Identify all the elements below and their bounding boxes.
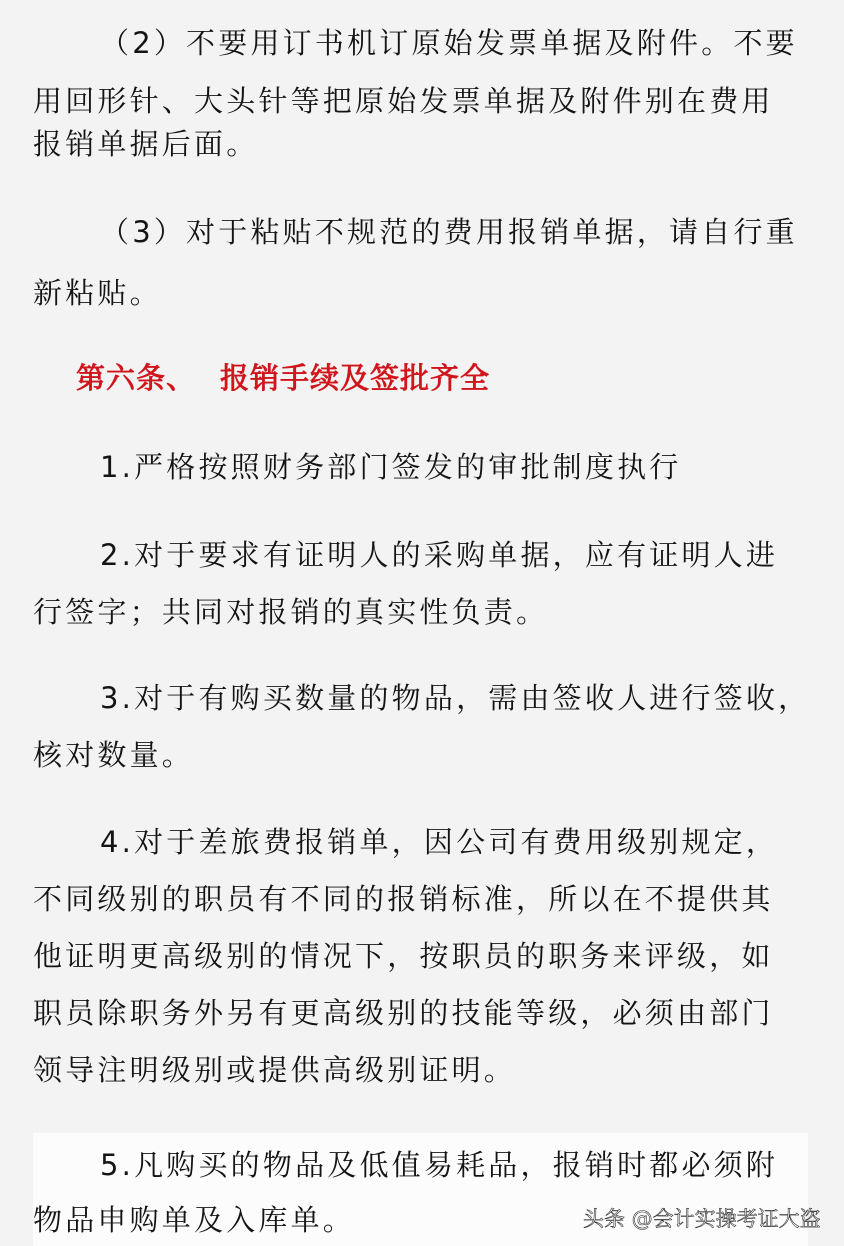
- rule-4-line-1: 4.对于差旅费报销单，因公司有费用级别规定，: [100, 825, 779, 859]
- rule-5-line-2: 物品申购单及入库单。: [33, 1203, 356, 1237]
- watermark: 头条 @会计实操考证大盗: [583, 1207, 821, 1231]
- paragraph-item-2-line-2: 用回形针、大头针等把原始发票单据及附件别在费用: [33, 84, 774, 118]
- section-number: 第六条、: [76, 361, 197, 395]
- paragraph-item-2-line-3: 报销单据后面。: [33, 127, 259, 161]
- rule-4-line-3: 他证明更高级别的情况下，按职员的职务来评级，如: [33, 939, 774, 973]
- rule-2-line-2: 行签字；共同对报销的真实性负责。: [33, 595, 549, 629]
- rule-4-line-2: 不同级别的职员有不同的报销标准，所以在不提供其: [33, 882, 774, 916]
- paragraph-item-3-line-1: （3）对于粘贴不规范的费用报销单据，请自行重: [100, 215, 798, 249]
- paragraph-item-2-line-1: （2）不要用订书机订原始发票单据及附件。不要: [100, 26, 798, 60]
- rule-4-line-4: 职员除职务外另有更高级别的技能等级，必须由部门: [33, 996, 774, 1030]
- rule-5-line-1: 5.凡购买的物品及低值易耗品，报销时都必须附: [100, 1148, 779, 1182]
- rule-3-line-2: 核对数量。: [33, 738, 195, 772]
- section-heading: [76, 358, 490, 398]
- section-title: 报销手续及签批齐全: [220, 361, 491, 395]
- paragraph-item-3-line-2: 新粘贴。: [33, 276, 162, 310]
- rule-2-line-1: 2.对于要求有证明人的采购单据，应有证明人进: [100, 538, 779, 572]
- rule-1-line-1: 1.严格按照财务部门签发的审批制度执行: [100, 450, 682, 484]
- rule-3-line-1: 3.对于有购买数量的物品，需由签收人进行签收，: [100, 681, 811, 715]
- rule-4-line-5: 领导注明级别或提供高级别证明。: [33, 1053, 517, 1087]
